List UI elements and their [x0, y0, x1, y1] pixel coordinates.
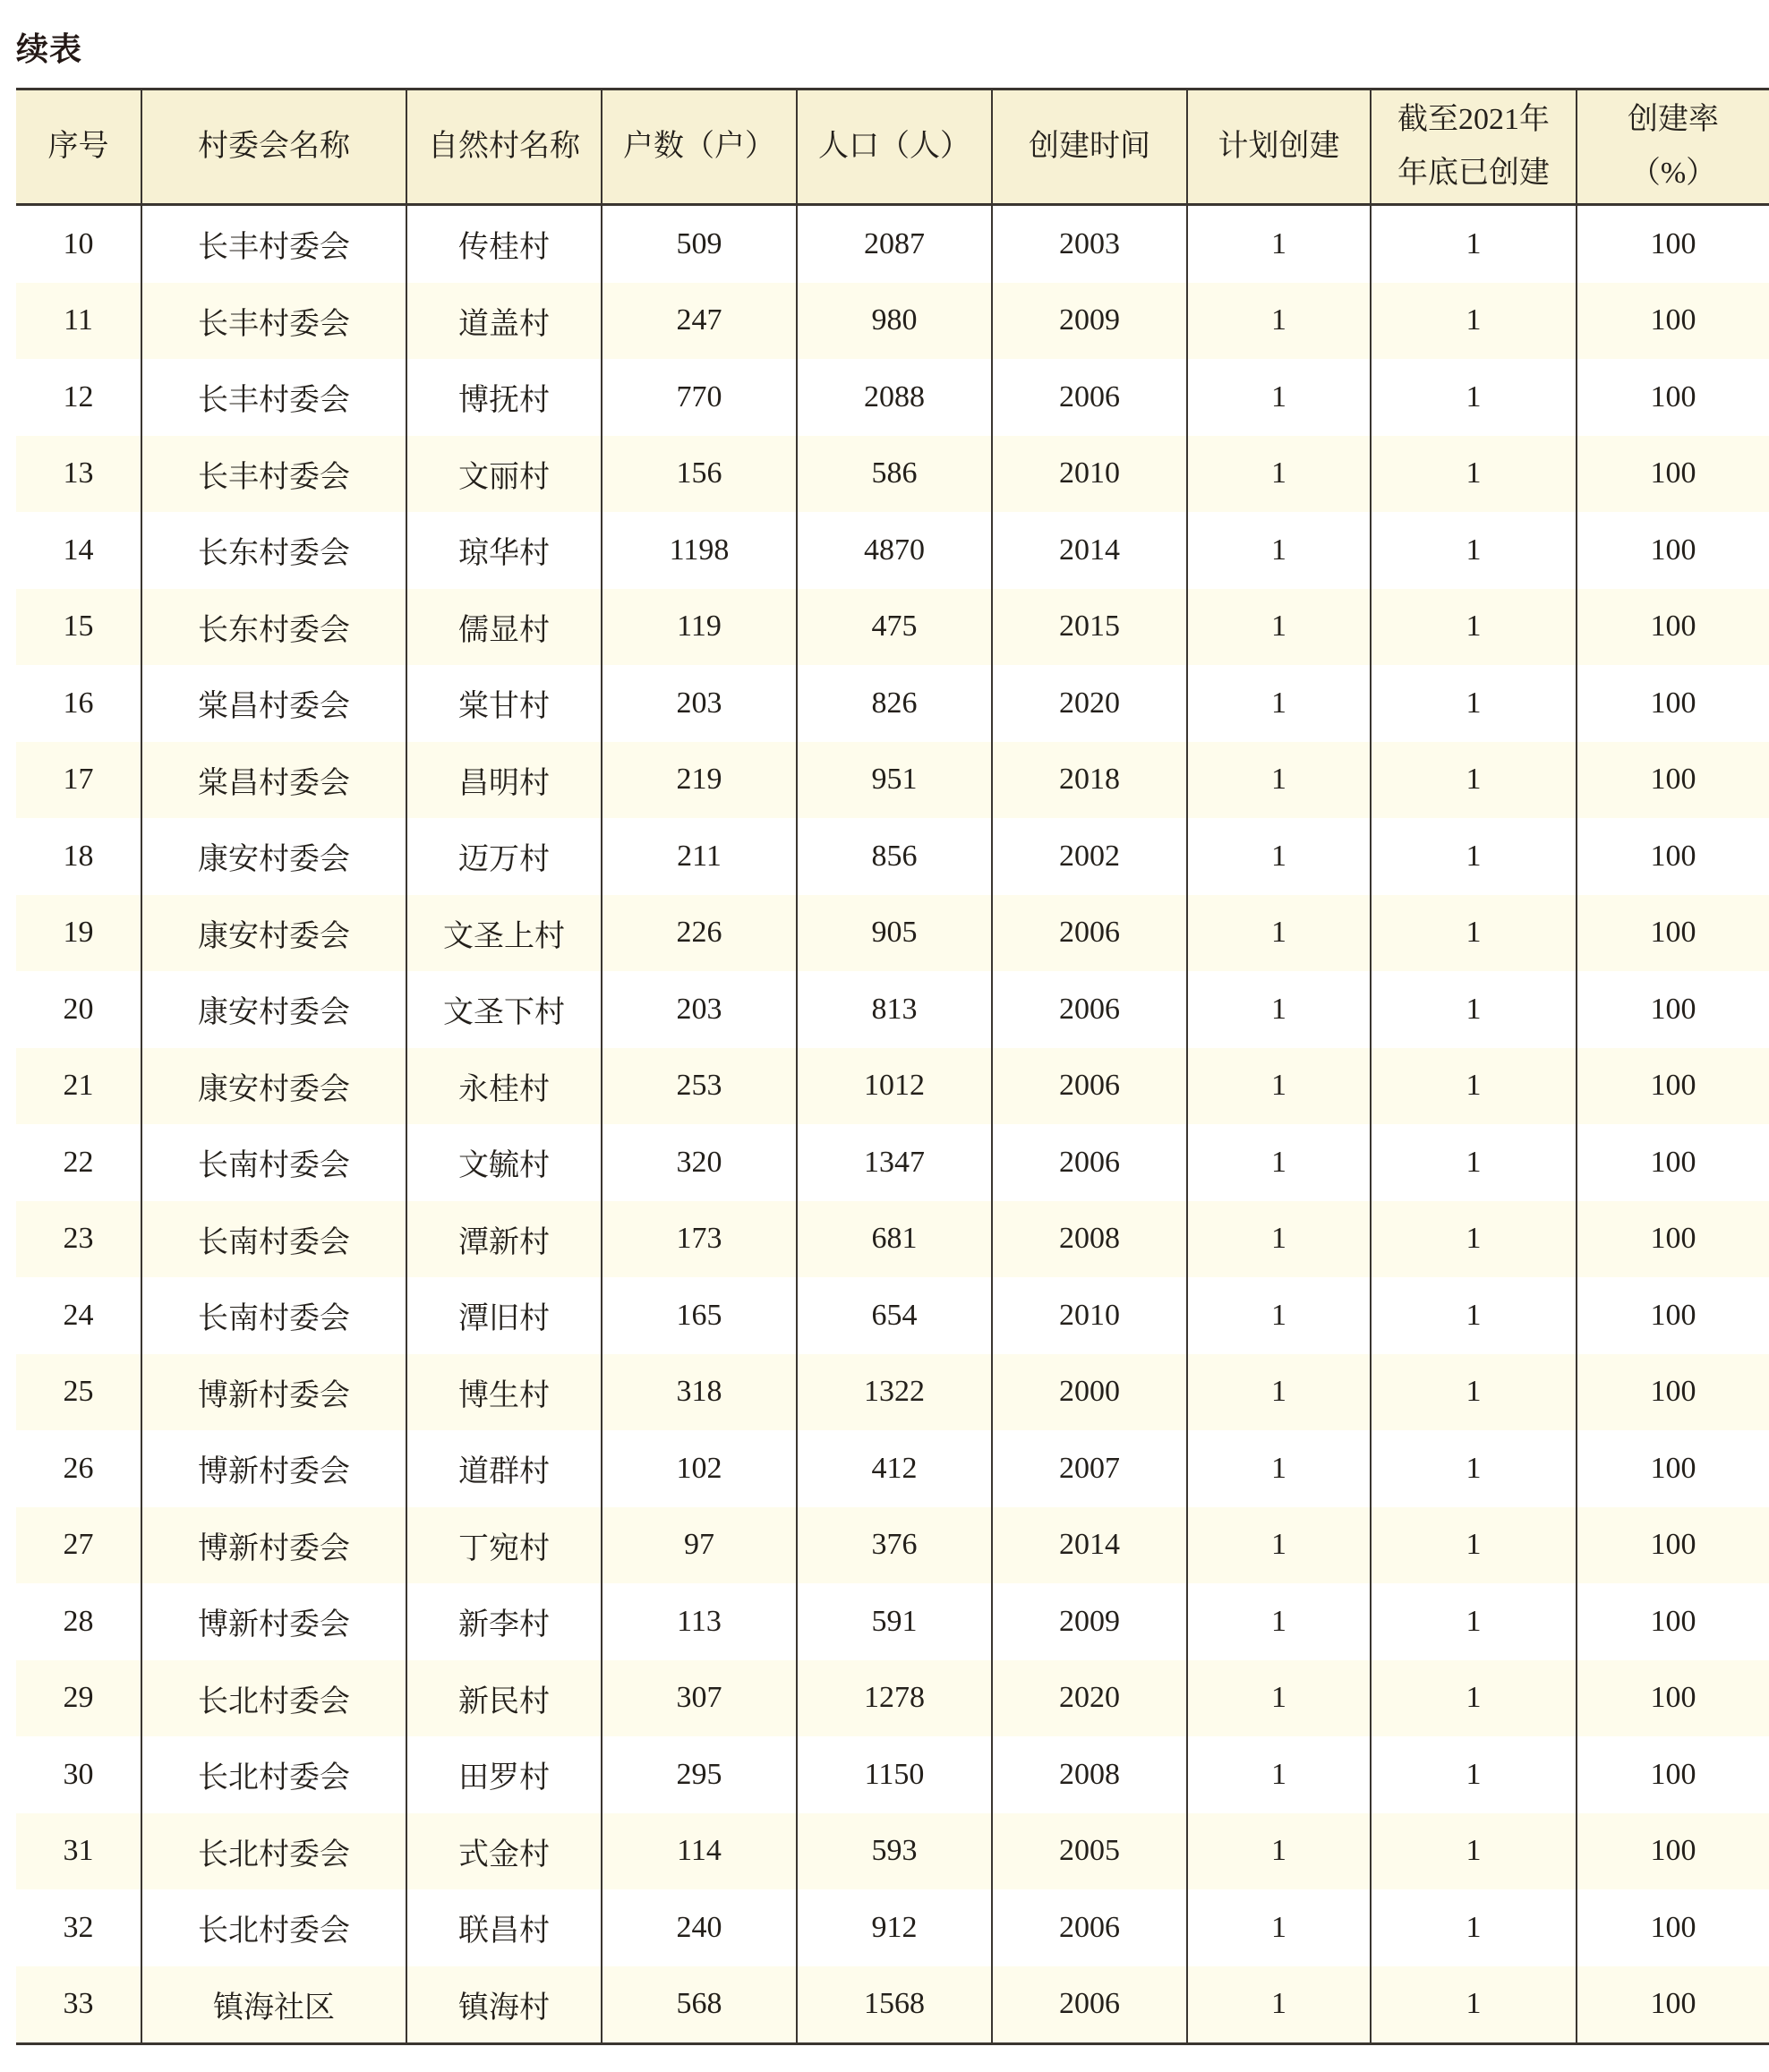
header-line: 自然村名称 [428, 130, 580, 163]
cell-serial-number: 19 [16, 895, 141, 972]
cell-created: 1 [1371, 1201, 1577, 1278]
cell-created: 1 [1371, 895, 1577, 972]
cell-creation-year: 2006 [992, 1889, 1187, 1966]
cell-created: 1 [1371, 971, 1577, 1048]
cell-village-committee: 长丰村委会 [141, 436, 406, 513]
cell-natural-village: 镇海村 [406, 1966, 602, 2044]
cell-rate: 100 [1577, 1813, 1769, 1890]
cell-created: 1 [1371, 1736, 1577, 1813]
cell-households: 119 [602, 589, 797, 666]
table-row [16, 205, 1769, 283]
table-row [16, 1430, 1769, 1507]
cell-serial-number: 24 [16, 1277, 141, 1354]
table-row [16, 971, 1769, 1048]
cell-households: 247 [602, 283, 797, 360]
cell-population: 412 [797, 1430, 992, 1507]
table-row [16, 359, 1769, 436]
cell-households: 320 [602, 1124, 797, 1201]
cell-rate: 100 [1577, 1583, 1769, 1660]
cell-households: 219 [602, 742, 797, 819]
header-village-committee-name [141, 90, 406, 205]
header-line: 户数（户） [623, 130, 775, 163]
cell-planned: 1 [1187, 1201, 1371, 1278]
cell-households: 226 [602, 895, 797, 972]
cell-population: 1568 [797, 1966, 992, 2044]
cell-serial-number: 27 [16, 1507, 141, 1584]
cell-village-committee: 康安村委会 [141, 971, 406, 1048]
cell-rate: 100 [1577, 1660, 1769, 1737]
header-line: 创建时间 [1029, 130, 1150, 163]
cell-serial-number: 17 [16, 742, 141, 819]
cell-planned: 1 [1187, 818, 1371, 895]
header-natural-village-name [406, 90, 602, 205]
table-row [16, 1813, 1769, 1890]
cell-created: 1 [1371, 1660, 1577, 1737]
cell-population: 681 [797, 1201, 992, 1278]
cell-households: 240 [602, 1889, 797, 1966]
header-line: 计划创建 [1218, 130, 1340, 163]
cell-village-committee: 长丰村委会 [141, 359, 406, 436]
cell-planned: 1 [1187, 1813, 1371, 1890]
cell-households: 102 [602, 1430, 797, 1507]
cell-natural-village: 文毓村 [406, 1124, 602, 1201]
table-caption: 续表 [16, 31, 83, 68]
cell-serial-number: 15 [16, 589, 141, 666]
cell-serial-number: 31 [16, 1813, 141, 1890]
cell-planned: 1 [1187, 971, 1371, 1048]
cell-rate: 100 [1577, 742, 1769, 819]
cell-rate: 100 [1577, 283, 1769, 360]
cell-serial-number: 29 [16, 1660, 141, 1737]
cell-households: 156 [602, 436, 797, 513]
cell-serial-number: 26 [16, 1430, 141, 1507]
cell-creation-year: 2002 [992, 818, 1187, 895]
table-row [16, 1354, 1769, 1431]
cell-planned: 1 [1187, 1277, 1371, 1354]
cell-planned: 1 [1187, 1736, 1371, 1813]
cell-population: 1150 [797, 1736, 992, 1813]
table-row [16, 283, 1769, 360]
header-line: 年底已创建 [1397, 157, 1550, 190]
cell-created: 1 [1371, 589, 1577, 666]
cell-planned: 1 [1187, 359, 1371, 436]
cell-planned: 1 [1187, 895, 1371, 972]
cell-population: 376 [797, 1507, 992, 1584]
cell-village-committee: 博新村委会 [141, 1354, 406, 1431]
cell-serial-number: 28 [16, 1583, 141, 1660]
cell-creation-year: 2006 [992, 971, 1187, 1048]
cell-population: 586 [797, 436, 992, 513]
table-row [16, 895, 1769, 972]
cell-natural-village: 道盖村 [406, 283, 602, 360]
cell-creation-year: 2008 [992, 1736, 1187, 1813]
cell-created: 1 [1371, 742, 1577, 819]
cell-population: 1322 [797, 1354, 992, 1431]
table-row [16, 1124, 1769, 1201]
cell-serial-number: 30 [16, 1736, 141, 1813]
cell-village-committee: 康安村委会 [141, 895, 406, 972]
cell-serial-number: 10 [16, 205, 141, 283]
cell-households: 509 [602, 205, 797, 283]
cell-village-committee: 长丰村委会 [141, 205, 406, 283]
cell-serial-number: 11 [16, 283, 141, 360]
cell-created: 1 [1371, 818, 1577, 895]
cell-planned: 1 [1187, 1048, 1371, 1125]
header-line: 序号 [47, 130, 109, 163]
cell-population: 813 [797, 971, 992, 1048]
cell-natural-village: 传桂村 [406, 205, 602, 283]
village-creation-table [16, 88, 1769, 2045]
cell-village-committee: 博新村委会 [141, 1507, 406, 1584]
cell-creation-year: 2006 [992, 1966, 1187, 2044]
cell-creation-year: 2010 [992, 436, 1187, 513]
cell-village-committee: 长北村委会 [141, 1660, 406, 1737]
table-row [16, 512, 1769, 589]
cell-created: 1 [1371, 665, 1577, 742]
cell-rate: 100 [1577, 895, 1769, 972]
cell-created: 1 [1371, 205, 1577, 283]
cell-population: 856 [797, 818, 992, 895]
cell-created: 1 [1371, 512, 1577, 589]
cell-created: 1 [1371, 1813, 1577, 1890]
cell-creation-year: 2006 [992, 895, 1187, 972]
cell-creation-year: 2015 [992, 589, 1187, 666]
cell-serial-number: 14 [16, 512, 141, 589]
cell-rate: 100 [1577, 1507, 1769, 1584]
cell-creation-year: 2003 [992, 205, 1187, 283]
cell-rate: 100 [1577, 1966, 1769, 2044]
cell-population: 654 [797, 1277, 992, 1354]
header-line: 截至2021年 [1397, 103, 1550, 136]
cell-created: 1 [1371, 1430, 1577, 1507]
cell-village-committee: 长东村委会 [141, 589, 406, 666]
cell-village-committee: 长北村委会 [141, 1736, 406, 1813]
cell-creation-year: 2006 [992, 359, 1187, 436]
cell-village-committee: 博新村委会 [141, 1583, 406, 1660]
table-body [16, 205, 1769, 2044]
header-line: （%） [1629, 157, 1717, 190]
cell-creation-year: 2014 [992, 1507, 1187, 1584]
cell-planned: 1 [1187, 512, 1371, 589]
cell-rate: 100 [1577, 1048, 1769, 1125]
cell-creation-year: 2014 [992, 512, 1187, 589]
cell-village-committee: 长北村委会 [141, 1889, 406, 1966]
cell-households: 1198 [602, 512, 797, 589]
cell-rate: 100 [1577, 1889, 1769, 1966]
cell-creation-year: 2007 [992, 1430, 1187, 1507]
cell-rate: 100 [1577, 971, 1769, 1048]
cell-planned: 1 [1187, 1507, 1371, 1584]
cell-planned: 1 [1187, 742, 1371, 819]
cell-population: 593 [797, 1813, 992, 1890]
cell-planned: 1 [1187, 1889, 1371, 1966]
cell-created: 1 [1371, 1354, 1577, 1431]
cell-village-committee: 长丰村委会 [141, 283, 406, 360]
cell-natural-village: 博生村 [406, 1354, 602, 1431]
cell-natural-village: 迈万村 [406, 818, 602, 895]
cell-population: 951 [797, 742, 992, 819]
cell-natural-village: 新李村 [406, 1583, 602, 1660]
cell-natural-village: 道群村 [406, 1430, 602, 1507]
cell-population: 912 [797, 1889, 992, 1966]
cell-population: 905 [797, 895, 992, 972]
cell-households: 770 [602, 359, 797, 436]
cell-households: 114 [602, 1813, 797, 1890]
header-households [602, 90, 797, 205]
cell-planned: 1 [1187, 1966, 1371, 2044]
cell-households: 568 [602, 1966, 797, 2044]
cell-created: 1 [1371, 436, 1577, 513]
table-row [16, 742, 1769, 819]
cell-rate: 100 [1577, 589, 1769, 666]
header-creation-rate [1577, 90, 1769, 205]
cell-serial-number: 20 [16, 971, 141, 1048]
cell-households: 211 [602, 818, 797, 895]
header-row [16, 90, 1769, 205]
cell-households: 295 [602, 1736, 797, 1813]
header-creation-year [992, 90, 1187, 205]
cell-planned: 1 [1187, 1660, 1371, 1737]
header-line: 村委会名称 [198, 130, 350, 163]
cell-creation-year: 2018 [992, 742, 1187, 819]
cell-population: 2087 [797, 205, 992, 283]
header-planned-creation [1187, 90, 1371, 205]
cell-natural-village: 昌明村 [406, 742, 602, 819]
cell-village-committee: 镇海社区 [141, 1966, 406, 2044]
cell-village-committee: 长南村委会 [141, 1124, 406, 1201]
cell-natural-village: 田罗村 [406, 1736, 602, 1813]
table-row [16, 1583, 1769, 1660]
cell-creation-year: 2000 [992, 1354, 1187, 1431]
cell-population: 1347 [797, 1124, 992, 1201]
cell-village-committee: 长北村委会 [141, 1813, 406, 1890]
table-row [16, 1736, 1769, 1813]
cell-serial-number: 12 [16, 359, 141, 436]
table-row [16, 1966, 1769, 2044]
table-row [16, 1507, 1769, 1584]
cell-village-committee: 康安村委会 [141, 818, 406, 895]
cell-natural-village: 潭旧村 [406, 1277, 602, 1354]
cell-rate: 100 [1577, 818, 1769, 895]
cell-created: 1 [1371, 1583, 1577, 1660]
cell-serial-number: 16 [16, 665, 141, 742]
cell-households: 173 [602, 1201, 797, 1278]
cell-serial-number: 33 [16, 1966, 141, 2044]
cell-creation-year: 2005 [992, 1813, 1187, 1890]
table-row [16, 665, 1769, 742]
header-line: 创建率 [1628, 103, 1719, 136]
cell-natural-village: 棠甘村 [406, 665, 602, 742]
cell-planned: 1 [1187, 665, 1371, 742]
cell-natural-village: 文圣下村 [406, 971, 602, 1048]
cell-planned: 1 [1187, 1430, 1371, 1507]
table-row [16, 1048, 1769, 1125]
cell-natural-village: 式金村 [406, 1813, 602, 1890]
cell-village-committee: 棠昌村委会 [141, 742, 406, 819]
cell-planned: 1 [1187, 283, 1371, 360]
cell-creation-year: 2006 [992, 1048, 1187, 1125]
cell-village-committee: 康安村委会 [141, 1048, 406, 1125]
cell-natural-village: 联昌村 [406, 1889, 602, 1966]
table-row [16, 1889, 1769, 1966]
cell-village-committee: 博新村委会 [141, 1430, 406, 1507]
cell-population: 591 [797, 1583, 992, 1660]
cell-natural-village: 文丽村 [406, 436, 602, 513]
cell-planned: 1 [1187, 1354, 1371, 1431]
cell-created: 1 [1371, 1048, 1577, 1125]
header-population [797, 90, 992, 205]
cell-population: 475 [797, 589, 992, 666]
cell-population: 2088 [797, 359, 992, 436]
table-row [16, 818, 1769, 895]
cell-households: 165 [602, 1277, 797, 1354]
cell-created: 1 [1371, 1277, 1577, 1354]
cell-rate: 100 [1577, 1354, 1769, 1431]
cell-created: 1 [1371, 1124, 1577, 1201]
cell-village-committee: 长南村委会 [141, 1277, 406, 1354]
cell-households: 203 [602, 665, 797, 742]
cell-creation-year: 2020 [992, 1660, 1187, 1737]
cell-population: 980 [797, 283, 992, 360]
cell-households: 97 [602, 1507, 797, 1584]
cell-natural-village: 永桂村 [406, 1048, 602, 1125]
table-row [16, 436, 1769, 513]
cell-serial-number: 13 [16, 436, 141, 513]
table-header [16, 90, 1769, 205]
cell-rate: 100 [1577, 1201, 1769, 1278]
cell-natural-village: 文圣上村 [406, 895, 602, 972]
cell-serial-number: 25 [16, 1354, 141, 1431]
cell-serial-number: 22 [16, 1124, 141, 1201]
cell-serial-number: 32 [16, 1889, 141, 1966]
cell-creation-year: 2009 [992, 283, 1187, 360]
cell-rate: 100 [1577, 359, 1769, 436]
cell-natural-village: 丁宛村 [406, 1507, 602, 1584]
cell-creation-year: 2020 [992, 665, 1187, 742]
cell-natural-village: 博抚村 [406, 359, 602, 436]
cell-planned: 1 [1187, 436, 1371, 513]
cell-rate: 100 [1577, 1124, 1769, 1201]
cell-village-committee: 棠昌村委会 [141, 665, 406, 742]
header-created-by-end-2021 [1371, 90, 1577, 205]
cell-population: 1012 [797, 1048, 992, 1125]
cell-rate: 100 [1577, 665, 1769, 742]
cell-created: 1 [1371, 359, 1577, 436]
header-serial-number [16, 90, 141, 205]
cell-creation-year: 2009 [992, 1583, 1187, 1660]
cell-rate: 100 [1577, 1277, 1769, 1354]
table-row [16, 589, 1769, 666]
cell-natural-village: 儒显村 [406, 589, 602, 666]
cell-planned: 1 [1187, 589, 1371, 666]
cell-households: 253 [602, 1048, 797, 1125]
cell-households: 113 [602, 1583, 797, 1660]
table-row [16, 1201, 1769, 1278]
table-row [16, 1660, 1769, 1737]
cell-natural-village: 潭新村 [406, 1201, 602, 1278]
cell-population: 826 [797, 665, 992, 742]
cell-created: 1 [1371, 1966, 1577, 2044]
cell-created: 1 [1371, 1507, 1577, 1584]
cell-created: 1 [1371, 1889, 1577, 1966]
cell-natural-village: 新民村 [406, 1660, 602, 1737]
cell-population: 1278 [797, 1660, 992, 1737]
cell-village-committee: 长东村委会 [141, 512, 406, 589]
cell-village-committee: 长南村委会 [141, 1201, 406, 1278]
cell-serial-number: 18 [16, 818, 141, 895]
table-row [16, 1277, 1769, 1354]
cell-creation-year: 2006 [992, 1124, 1187, 1201]
cell-serial-number: 23 [16, 1201, 141, 1278]
cell-rate: 100 [1577, 512, 1769, 589]
cell-creation-year: 2010 [992, 1277, 1187, 1354]
cell-rate: 100 [1577, 436, 1769, 513]
cell-planned: 1 [1187, 205, 1371, 283]
cell-natural-village: 琼华村 [406, 512, 602, 589]
cell-households: 203 [602, 971, 797, 1048]
cell-created: 1 [1371, 283, 1577, 360]
cell-planned: 1 [1187, 1124, 1371, 1201]
cell-households: 307 [602, 1660, 797, 1737]
cell-creation-year: 2008 [992, 1201, 1187, 1278]
cell-population: 4870 [797, 512, 992, 589]
cell-rate: 100 [1577, 1430, 1769, 1507]
cell-serial-number: 21 [16, 1048, 141, 1125]
cell-households: 318 [602, 1354, 797, 1431]
cell-planned: 1 [1187, 1583, 1371, 1660]
cell-rate: 100 [1577, 1736, 1769, 1813]
header-line: 人口（人） [818, 130, 970, 163]
cell-rate: 100 [1577, 205, 1769, 283]
